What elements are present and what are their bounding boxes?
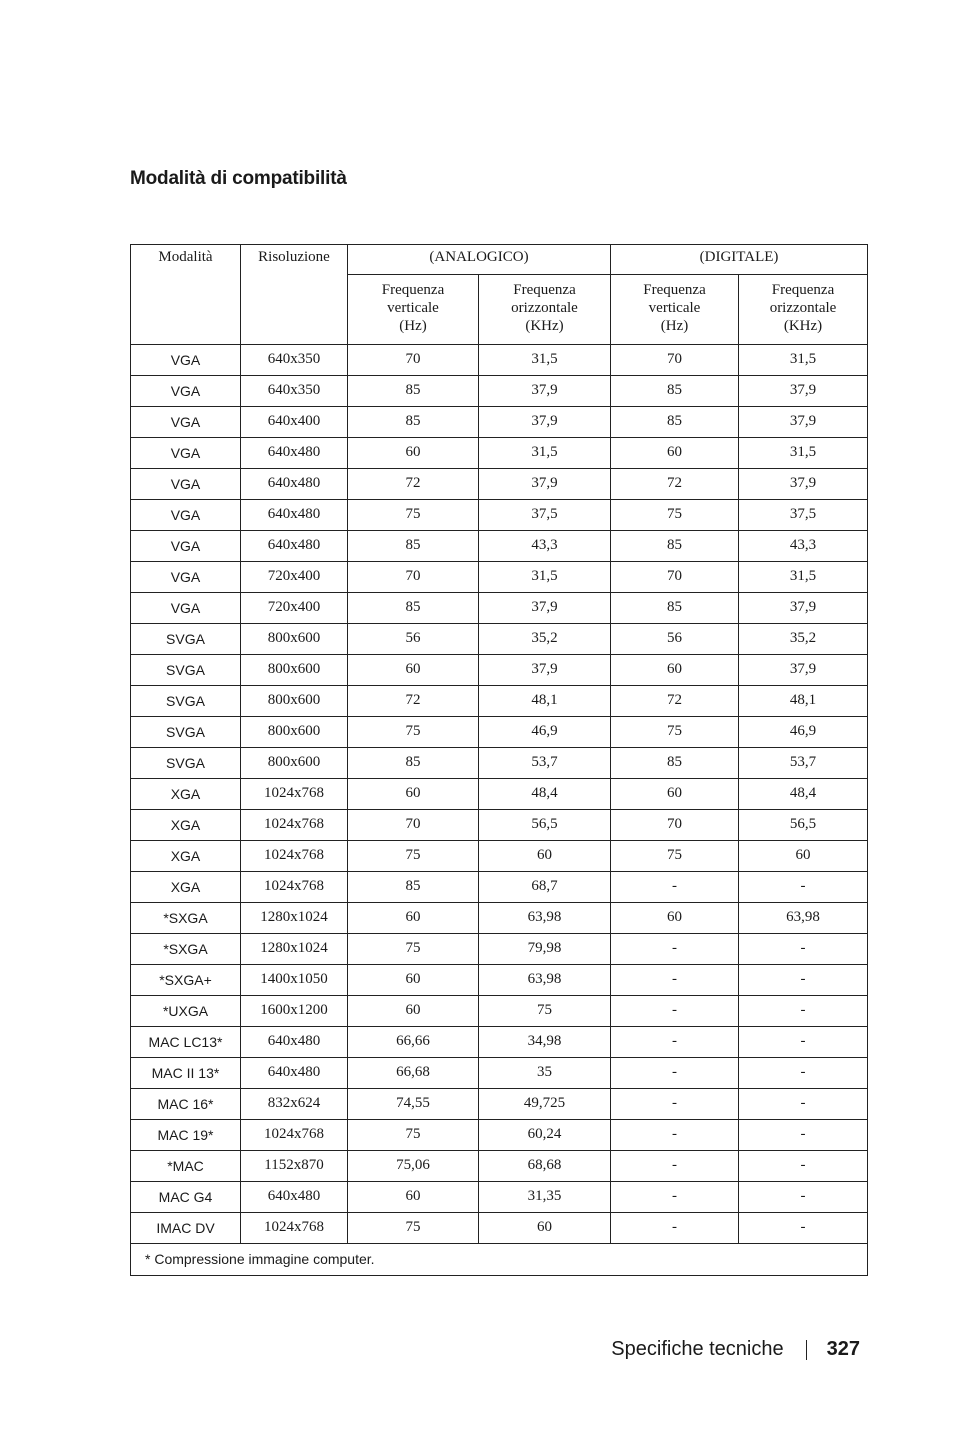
cell-resolution: 640x480	[241, 500, 348, 531]
cell-analog-horizontal: 35,2	[479, 624, 611, 655]
footer-section-title: Specifiche tecniche	[611, 1338, 784, 1360]
cell-mode: *SXGA	[131, 934, 241, 965]
cell-digital-horizontal: 31,5	[739, 562, 868, 593]
table-row	[131, 1027, 868, 1058]
header-mode: Modalità	[131, 245, 241, 345]
cell-digital-vertical: 56	[611, 624, 739, 655]
cell-analog-horizontal: 68,68	[479, 1151, 611, 1182]
cell-resolution: 800x600	[241, 748, 348, 779]
cell-digital-horizontal: 37,9	[739, 655, 868, 686]
cell-digital-horizontal: -	[739, 1120, 868, 1151]
cell-digital-horizontal: 56,5	[739, 810, 868, 841]
cell-mode: SVGA	[131, 748, 241, 779]
cell-analog-vertical: 60	[348, 996, 479, 1027]
cell-mode: MAC II 13*	[131, 1058, 241, 1089]
cell-analog-horizontal: 53,7	[479, 748, 611, 779]
table-row	[131, 624, 868, 655]
cell-mode: VGA	[131, 469, 241, 500]
cell-analog-horizontal: 31,5	[479, 562, 611, 593]
cell-analog-vertical: 85	[348, 376, 479, 407]
cell-mode: XGA	[131, 779, 241, 810]
cell-mode: SVGA	[131, 655, 241, 686]
cell-analog-horizontal: 49,725	[479, 1089, 611, 1120]
cell-resolution: 1024x768	[241, 1213, 348, 1244]
cell-resolution: 1152x870	[241, 1151, 348, 1182]
header-analog-vertical	[348, 275, 479, 345]
cell-digital-horizontal: 48,1	[739, 686, 868, 717]
table-row	[131, 593, 868, 624]
cell-analog-vertical: 85	[348, 593, 479, 624]
cell-analog-vertical: 60	[348, 903, 479, 934]
cell-digital-horizontal: 37,5	[739, 500, 868, 531]
table-row	[131, 779, 868, 810]
table-row	[131, 872, 868, 903]
cell-digital-vertical: 85	[611, 593, 739, 624]
cell-resolution: 1024x768	[241, 810, 348, 841]
table-row	[131, 562, 868, 593]
table-body	[131, 245, 868, 1276]
cell-mode: SVGA	[131, 686, 241, 717]
cell-digital-horizontal: 35,2	[739, 624, 868, 655]
cell-resolution: 720x400	[241, 593, 348, 624]
header-text-line: Frequenza	[513, 282, 576, 298]
cell-digital-vertical: 72	[611, 686, 739, 717]
header-text-line: orizzontale	[511, 300, 578, 316]
cell-mode: XGA	[131, 810, 241, 841]
cell-analog-horizontal: 46,9	[479, 717, 611, 748]
cell-digital-vertical: 85	[611, 748, 739, 779]
header-text-line: Frequenza	[771, 282, 835, 298]
footnote: * Compressione immagine computer.	[131, 1244, 868, 1276]
cell-mode: VGA	[131, 438, 241, 469]
cell-analog-horizontal: 37,9	[479, 655, 611, 686]
cell-digital-vertical: 85	[611, 407, 739, 438]
cell-analog-horizontal: 60,24	[479, 1120, 611, 1151]
cell-analog-horizontal: 75	[479, 996, 611, 1027]
cell-analog-vertical: 72	[348, 469, 479, 500]
cell-analog-horizontal: 48,1	[479, 686, 611, 717]
cell-analog-horizontal: 60	[479, 1213, 611, 1244]
table-row	[131, 903, 868, 934]
cell-digital-vertical: -	[611, 1058, 739, 1089]
table-row	[131, 655, 868, 686]
cell-digital-horizontal: -	[739, 872, 868, 903]
cell-digital-vertical: 70	[611, 562, 739, 593]
cell-analog-vertical: 60	[348, 438, 479, 469]
cell-resolution: 800x600	[241, 655, 348, 686]
cell-analog-horizontal: 37,9	[479, 376, 611, 407]
header-row-1	[131, 245, 868, 275]
table-row	[131, 1058, 868, 1089]
cell-analog-vertical: 70	[348, 810, 479, 841]
cell-resolution: 800x600	[241, 624, 348, 655]
cell-digital-horizontal: -	[739, 1027, 868, 1058]
header-text-line: verticale	[648, 300, 701, 316]
table-row	[131, 748, 868, 779]
cell-mode: *SXGA+	[131, 965, 241, 996]
cell-analog-vertical: 66,68	[348, 1058, 479, 1089]
cell-digital-horizontal: 48,4	[739, 779, 868, 810]
cell-analog-horizontal: 43,3	[479, 531, 611, 562]
cell-mode: MAC 19*	[131, 1120, 241, 1151]
table-row	[131, 934, 868, 965]
cell-resolution: 1280x1024	[241, 934, 348, 965]
cell-resolution: 1024x768	[241, 841, 348, 872]
cell-analog-vertical: 70	[348, 562, 479, 593]
cell-digital-horizontal: -	[739, 965, 868, 996]
cell-mode: SVGA	[131, 717, 241, 748]
table-row	[131, 1151, 868, 1182]
cell-analog-vertical: 85	[348, 872, 479, 903]
table-row	[131, 1120, 868, 1151]
header-text-line: orizzontale	[769, 300, 837, 316]
table-row	[131, 996, 868, 1027]
cell-analog-vertical: 60	[348, 965, 479, 996]
cell-analog-vertical: 75,06	[348, 1151, 479, 1182]
cell-mode: *UXGA	[131, 996, 241, 1027]
table-row	[131, 500, 868, 531]
cell-resolution: 720x400	[241, 562, 348, 593]
cell-resolution: 832x624	[241, 1089, 348, 1120]
cell-digital-vertical: -	[611, 934, 739, 965]
table-row	[131, 1089, 868, 1120]
table-row	[131, 965, 868, 996]
cell-analog-vertical: 60	[348, 1182, 479, 1213]
cell-digital-horizontal: -	[739, 1213, 868, 1244]
cell-resolution: 1024x768	[241, 779, 348, 810]
cell-digital-vertical: 75	[611, 717, 739, 748]
cell-resolution: 800x600	[241, 686, 348, 717]
cell-analog-vertical: 56	[348, 624, 479, 655]
cell-digital-horizontal: 31,5	[739, 345, 868, 376]
cell-digital-horizontal: 53,7	[739, 748, 868, 779]
page-title: Modalità di compatibilità	[130, 168, 347, 189]
cell-mode: VGA	[131, 593, 241, 624]
cell-digital-horizontal: 46,9	[739, 717, 868, 748]
cell-analog-horizontal: 37,9	[479, 593, 611, 624]
cell-mode: XGA	[131, 872, 241, 903]
header-digital-horizontal	[739, 275, 868, 345]
cell-resolution: 640x400	[241, 407, 348, 438]
header-text-line: (KHz)	[525, 318, 564, 334]
cell-analog-horizontal: 35	[479, 1058, 611, 1089]
cell-mode: VGA	[131, 345, 241, 376]
table-row	[131, 531, 868, 562]
cell-resolution: 640x350	[241, 376, 348, 407]
cell-resolution: 640x480	[241, 1058, 348, 1089]
table-row	[131, 1213, 868, 1244]
cell-digital-vertical: 60	[611, 903, 739, 934]
cell-analog-horizontal: 56,5	[479, 810, 611, 841]
cell-mode: SVGA	[131, 624, 241, 655]
cell-analog-horizontal: 63,98	[479, 903, 611, 934]
table-row	[131, 407, 868, 438]
header-analog: (ANALOGICO)	[348, 245, 611, 275]
cell-resolution: 640x480	[241, 438, 348, 469]
cell-digital-horizontal: 37,9	[739, 376, 868, 407]
header-text-line: Frequenza	[643, 282, 706, 298]
header-analog-horizontal	[479, 275, 611, 345]
cell-digital-horizontal: -	[739, 1089, 868, 1120]
cell-resolution: 640x350	[241, 345, 348, 376]
header-digital: (DIGITALE)	[611, 245, 868, 275]
cell-analog-horizontal: 31,35	[479, 1182, 611, 1213]
header-digital-vertical	[611, 275, 739, 345]
cell-analog-horizontal: 31,5	[479, 438, 611, 469]
cell-digital-vertical: -	[611, 1027, 739, 1058]
cell-analog-horizontal: 60	[479, 841, 611, 872]
cell-digital-vertical: 60	[611, 779, 739, 810]
cell-digital-horizontal: -	[739, 1058, 868, 1089]
cell-digital-vertical: 60	[611, 655, 739, 686]
cell-mode: MAC 16*	[131, 1089, 241, 1120]
cell-analog-horizontal: 48,4	[479, 779, 611, 810]
cell-digital-horizontal: 43,3	[739, 531, 868, 562]
cell-digital-vertical: -	[611, 1151, 739, 1182]
cell-analog-horizontal: 34,98	[479, 1027, 611, 1058]
cell-mode: VGA	[131, 531, 241, 562]
cell-resolution: 1400x1050	[241, 965, 348, 996]
cell-resolution: 1280x1024	[241, 903, 348, 934]
table-row	[131, 438, 868, 469]
cell-analog-vertical: 85	[348, 407, 479, 438]
header-text-line: (Hz)	[660, 318, 689, 334]
header-resolution: Risoluzione	[241, 245, 348, 345]
cell-analog-vertical: 85	[348, 748, 479, 779]
header-text-line: verticale	[387, 300, 439, 316]
cell-analog-vertical: 60	[348, 655, 479, 686]
table-row	[131, 376, 868, 407]
cell-resolution: 800x600	[241, 717, 348, 748]
cell-analog-vertical: 60	[348, 779, 479, 810]
cell-analog-vertical: 75	[348, 1213, 479, 1244]
cell-analog-horizontal: 37,9	[479, 407, 611, 438]
cell-analog-vertical: 75	[348, 500, 479, 531]
cell-digital-vertical: -	[611, 996, 739, 1027]
cell-analog-vertical: 85	[348, 531, 479, 562]
cell-mode: MAC G4	[131, 1182, 241, 1213]
cell-digital-vertical: -	[611, 965, 739, 996]
cell-digital-vertical: -	[611, 872, 739, 903]
cell-analog-vertical: 74,55	[348, 1089, 479, 1120]
table-row	[131, 345, 868, 376]
cell-resolution: 640x480	[241, 1182, 348, 1213]
cell-mode: *MAC	[131, 1151, 241, 1182]
cell-digital-vertical: 85	[611, 376, 739, 407]
table-row	[131, 686, 868, 717]
page-number: 327	[826, 1338, 860, 1360]
cell-analog-vertical: 75	[348, 717, 479, 748]
header-text-line: (KHz)	[783, 318, 823, 334]
cell-analog-horizontal: 31,5	[479, 345, 611, 376]
cell-digital-horizontal: 37,9	[739, 593, 868, 624]
cell-digital-vertical: 75	[611, 841, 739, 872]
cell-digital-horizontal: -	[739, 1182, 868, 1213]
cell-analog-horizontal: 37,5	[479, 500, 611, 531]
table-row	[131, 717, 868, 748]
cell-digital-vertical: -	[611, 1213, 739, 1244]
header-text-line: (Hz)	[399, 318, 427, 334]
cell-analog-vertical: 75	[348, 841, 479, 872]
cell-analog-vertical: 72	[348, 686, 479, 717]
cell-digital-vertical: 70	[611, 810, 739, 841]
cell-analog-vertical: 70	[348, 345, 479, 376]
cell-digital-vertical: 85	[611, 531, 739, 562]
cell-analog-horizontal: 79,98	[479, 934, 611, 965]
cell-mode: *SXGA	[131, 903, 241, 934]
cell-digital-vertical: 72	[611, 469, 739, 500]
cell-digital-horizontal: 37,9	[739, 407, 868, 438]
cell-resolution: 640x480	[241, 469, 348, 500]
cell-mode: MAC LC13*	[131, 1027, 241, 1058]
cell-digital-vertical: -	[611, 1182, 739, 1213]
page-footer	[611, 1338, 860, 1361]
header-text-line: Frequenza	[381, 282, 445, 298]
cell-resolution: 1600x1200	[241, 996, 348, 1027]
cell-analog-horizontal: 63,98	[479, 965, 611, 996]
cell-resolution: 1024x768	[241, 1120, 348, 1151]
compatibility-table	[130, 244, 868, 1276]
cell-digital-horizontal: 63,98	[739, 903, 868, 934]
cell-digital-vertical: 75	[611, 500, 739, 531]
cell-mode: IMAC DV	[131, 1213, 241, 1244]
cell-mode: VGA	[131, 376, 241, 407]
cell-resolution: 640x480	[241, 1027, 348, 1058]
cell-digital-horizontal: 37,9	[739, 469, 868, 500]
cell-analog-vertical: 75	[348, 1120, 479, 1151]
cell-digital-vertical: -	[611, 1120, 739, 1151]
cell-digital-vertical: -	[611, 1089, 739, 1120]
cell-resolution: 640x480	[241, 531, 348, 562]
cell-analog-horizontal: 68,7	[479, 872, 611, 903]
cell-digital-horizontal: 31,5	[739, 438, 868, 469]
cell-mode: VGA	[131, 407, 241, 438]
table-row	[131, 1182, 868, 1213]
footer-divider	[806, 1340, 807, 1360]
cell-digital-horizontal: -	[739, 1151, 868, 1182]
table-row	[131, 810, 868, 841]
cell-digital-horizontal: -	[739, 934, 868, 965]
cell-mode: VGA	[131, 562, 241, 593]
table-row	[131, 841, 868, 872]
cell-digital-horizontal: 60	[739, 841, 868, 872]
cell-digital-vertical: 70	[611, 345, 739, 376]
cell-analog-vertical: 66,66	[348, 1027, 479, 1058]
cell-analog-vertical: 75	[348, 934, 479, 965]
cell-digital-vertical: 60	[611, 438, 739, 469]
cell-resolution: 1024x768	[241, 872, 348, 903]
table-row	[131, 469, 868, 500]
cell-mode: XGA	[131, 841, 241, 872]
cell-digital-horizontal: -	[739, 996, 868, 1027]
footnote-row	[131, 1244, 868, 1276]
cell-mode: VGA	[131, 500, 241, 531]
cell-analog-horizontal: 37,9	[479, 469, 611, 500]
